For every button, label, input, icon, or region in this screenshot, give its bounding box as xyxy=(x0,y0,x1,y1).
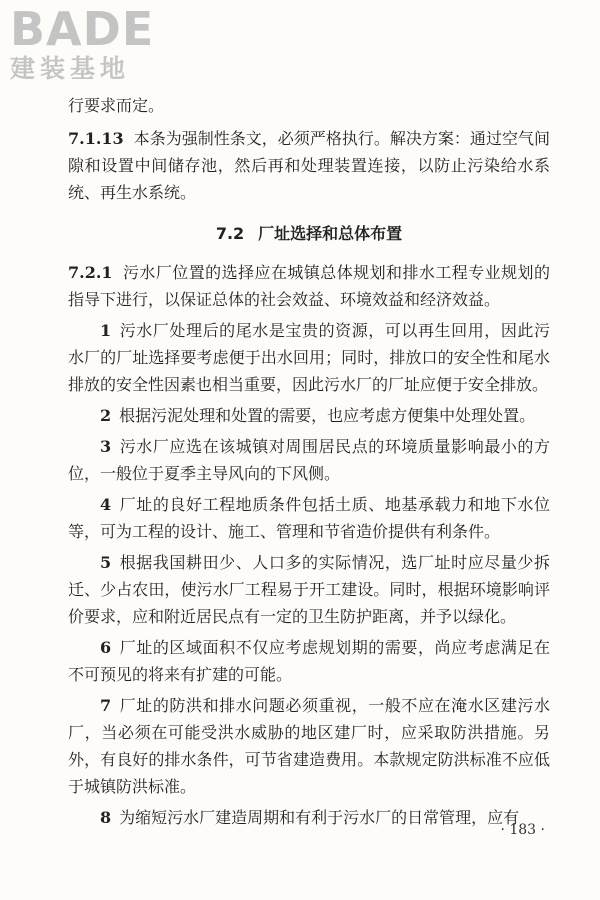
continuation-text: 行要求而定。 xyxy=(68,96,165,115)
list-item xyxy=(68,402,550,429)
list-item xyxy=(68,692,550,800)
logo xyxy=(10,4,180,94)
list-item xyxy=(68,549,550,630)
clause-7-1-13 xyxy=(68,125,550,206)
list-item xyxy=(68,491,550,545)
item-text: 厂址的区域面积不仅应考虑规划期的需要，尚应考虑满足在不可预见的将来有扩建的可能。 xyxy=(68,638,550,684)
item-number: 2 xyxy=(100,406,112,425)
section-number: 7.2 xyxy=(215,224,245,243)
clause-text: 污水厂位置的选择应在城镇总体规划和排水工程专业规划的指导下进行，以保证总体的社会效益、环境效益和经济效益。 xyxy=(68,263,550,309)
item-text: 根据我国耕田少、人口多的实际情况，选厂址时应尽量少拆迁、少占农田，使污水厂工程易于开工建设。同时，根据环境影响评价要求，应和附近居民点有一定的卫生防护距离，并予以绿化。 xyxy=(68,553,550,626)
section-title: 厂址选择和总体布置 xyxy=(258,224,403,243)
item-number: 6 xyxy=(100,638,112,657)
item-number: 3 xyxy=(100,437,112,456)
clause-7-2-1 xyxy=(68,259,550,313)
list-item xyxy=(68,634,550,688)
section-heading xyxy=(68,220,550,247)
clause-number: 7.2.1 xyxy=(68,263,113,282)
item-number: 1 xyxy=(100,321,112,340)
list-item xyxy=(68,804,550,831)
item-number: 4 xyxy=(100,495,112,514)
item-number: 5 xyxy=(100,553,112,572)
document-body xyxy=(68,92,550,835)
logo-subtitle: 建装基地 xyxy=(10,54,131,83)
item-text: 厂址的良好工程地质条件包括土质、地基承载力和地下水位等，可为工程的设计、施工、管理和节省造价提供有利条件。 xyxy=(68,495,550,541)
list-item xyxy=(68,317,550,398)
item-text: 污水厂应选在该城镇对周围居民点的环境质量影响最小的方位，一般位于夏季主导风向的下风侧。 xyxy=(68,437,550,483)
list-item xyxy=(68,433,550,487)
logo-title: BADE xyxy=(10,2,155,56)
item-text: 污水厂处理后的尾水是宝贵的资源，可以再生回用，因此污水厂的厂址选择要考虑便于出水回用；同时，排放口的安全性和尾水排放的安全性因素也相当重要，因此污水厂的厂址应便于安全排放。 xyxy=(68,321,550,394)
clause-number: 7.1.13 xyxy=(68,129,124,148)
item-text: 为缩短污水厂建造周期和有利于污水厂的日常管理，应有 xyxy=(119,808,520,827)
item-number: 7 xyxy=(100,696,112,715)
item-text: 根据污泥处理和处置的需要，也应考虑方便集中处理处置。 xyxy=(119,406,536,425)
item-text: 厂址的防洪和排水问题必须重视，一般不应在淹水区建污水厂，当必须在可能受洪水威胁的地区建厂时，应采取防洪措施。另外，有良好的排水条件，可节省建造费用。本款规定防洪标准不应低于城镇防洪标准。 xyxy=(68,696,550,796)
item-number: 8 xyxy=(100,808,112,827)
clause-text: 本条为强制性条文，必须严格执行。解决方案：通过空气间隙和设置中间储存池，然后再和处理装置连接，以防止污染给水系统、再生水系统。 xyxy=(68,129,550,202)
page-number: · 183 · xyxy=(500,822,545,838)
